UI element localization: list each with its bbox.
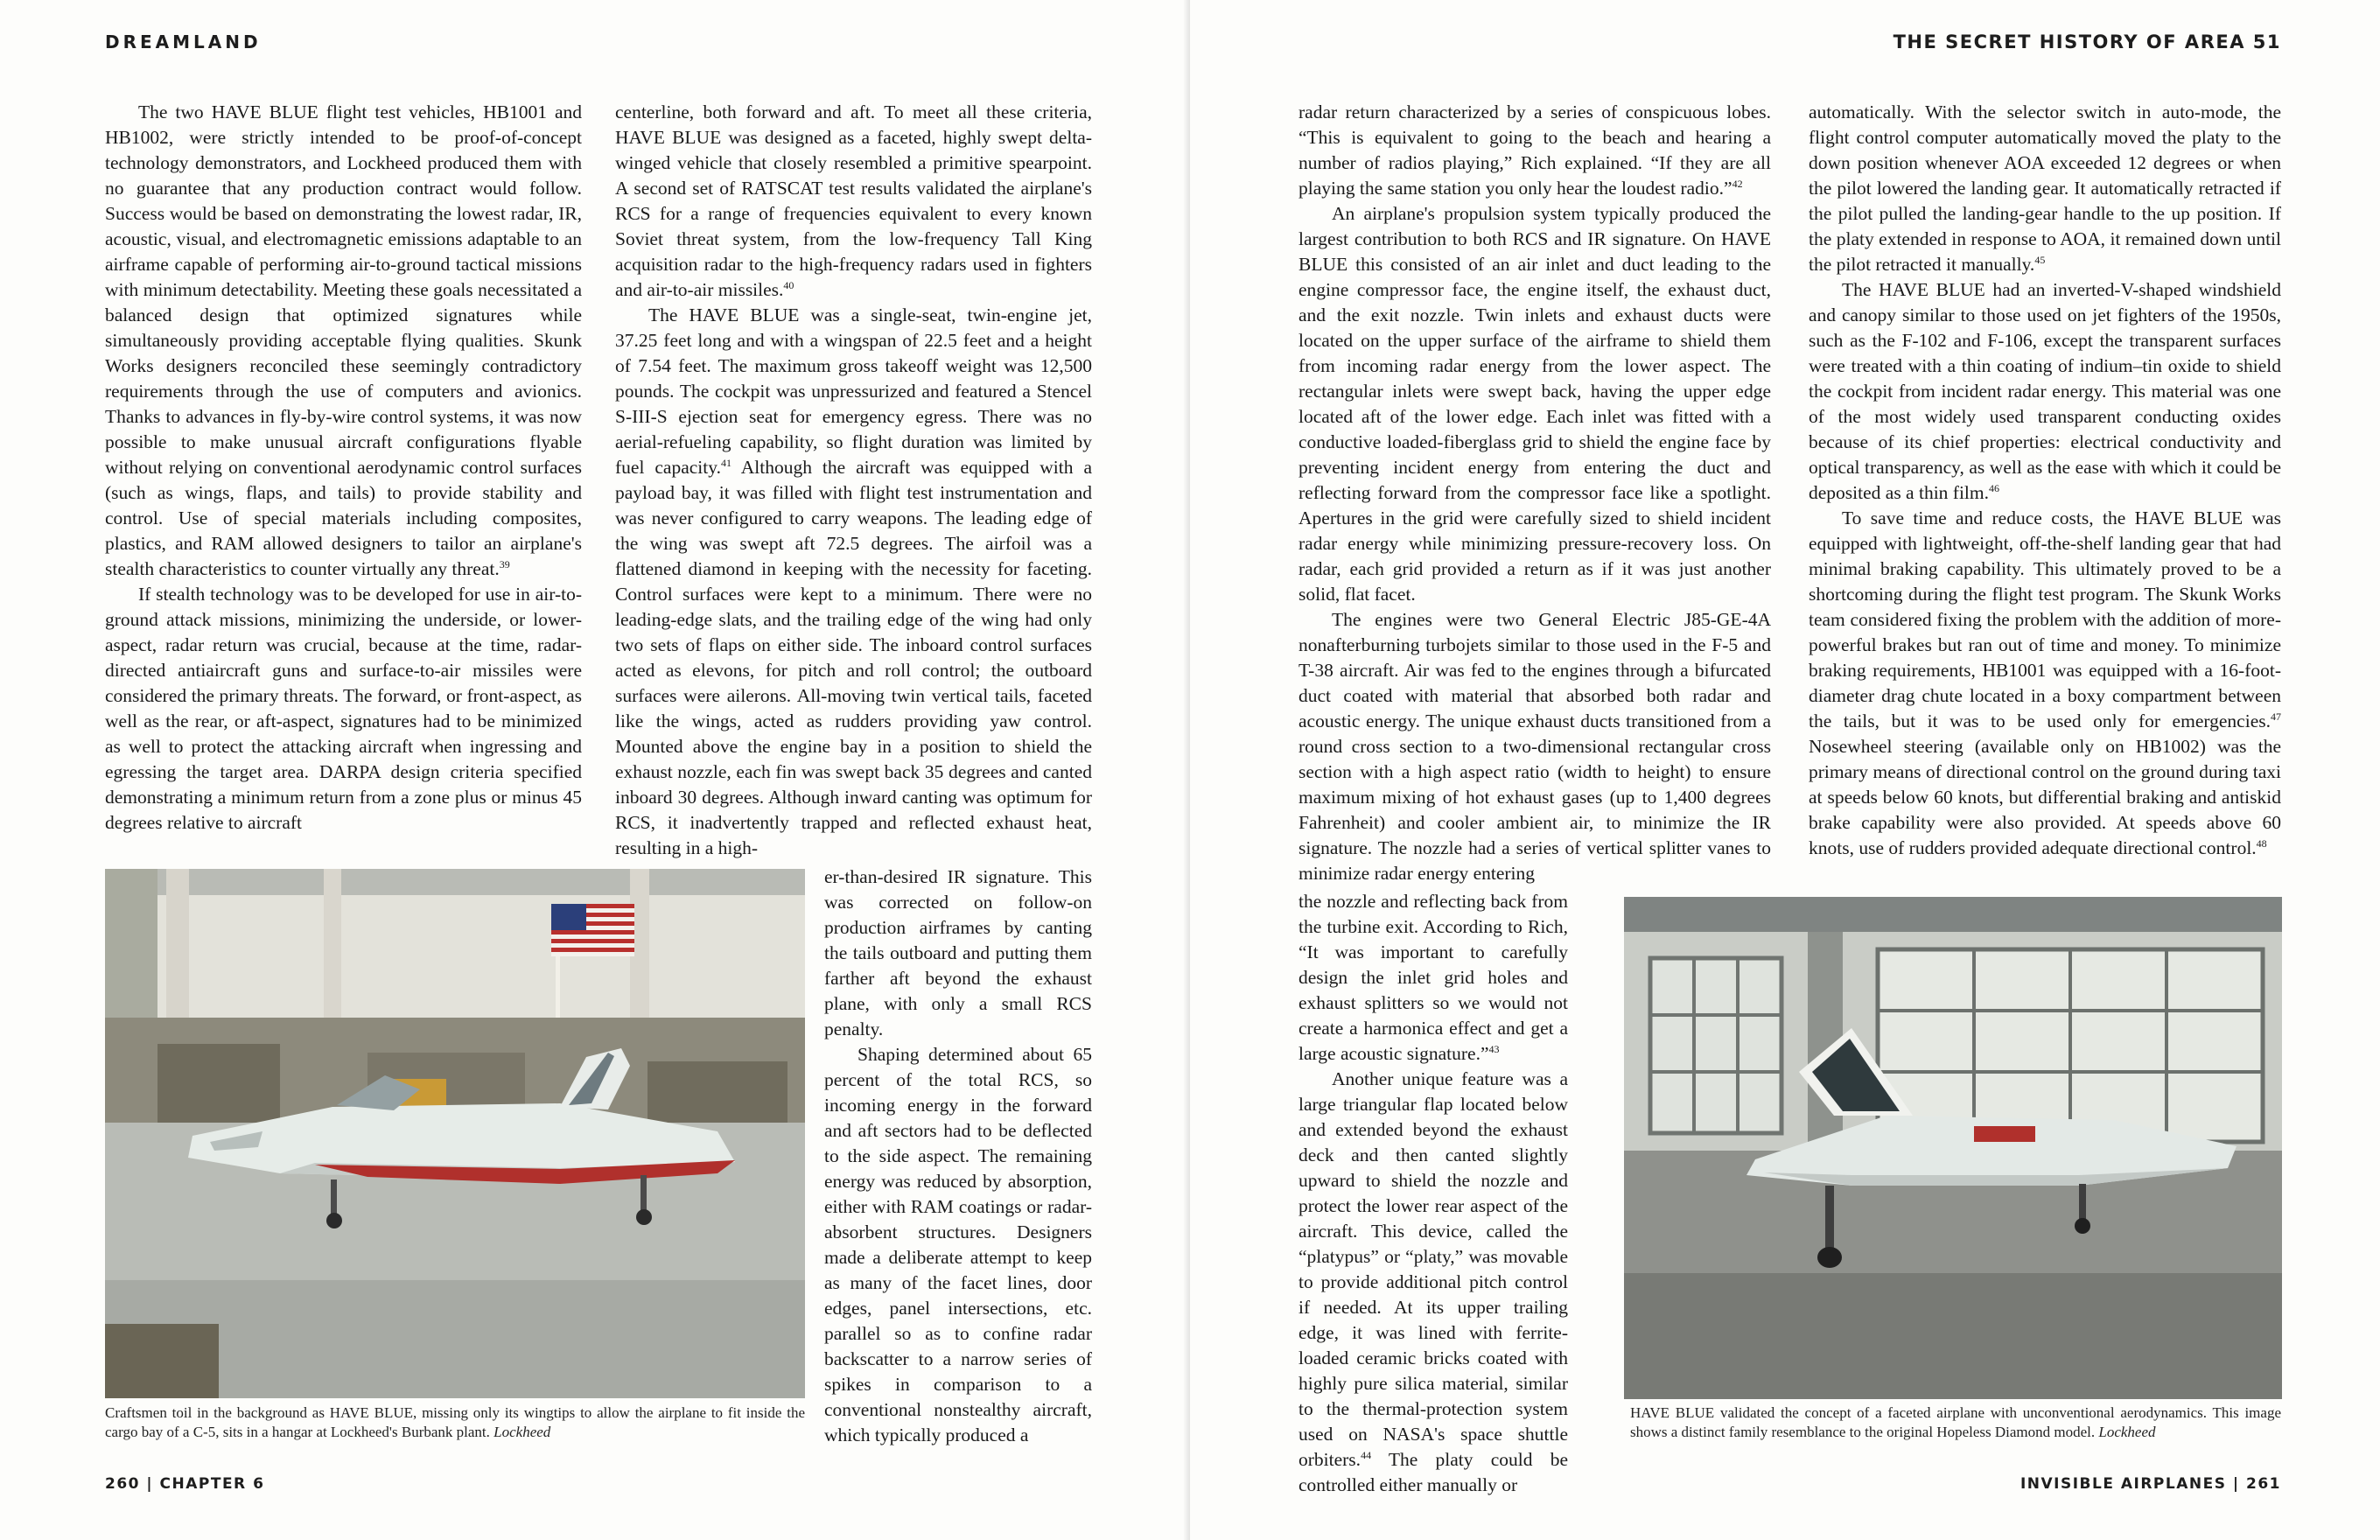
- paragraph: the nozzle and reflecting back from the turbine exit. According to Rich, “It was important to carefully design the inlet grid holes and exhaust splitters so we would not create a harmonica effect and get a large acoustic signature.”$^{43}$: [1298, 891, 1568, 1064]
- footnote-ref: 44: [1361, 1448, 1372, 1461]
- photo-credit: Lockheed: [2098, 1424, 2156, 1440]
- left-column-2-wrap: [824, 864, 1092, 1448]
- hangar-photo-right: [1624, 897, 2282, 1399]
- footnote-ref: 39: [499, 557, 510, 570]
- hangar-photo-left: [105, 869, 805, 1398]
- paragraph: To save time and reduce costs, the HAVE BLUE was equipped with lightweight, off-the-shelf landing gear that had minimal braking capability. This ultimately proved to be a shortcoming during the flight test program. The Skunk Works team considered fixing the problem with the addition of more-powerful brakes but ran out of time and money. To minimize braking requirements, HB1001 was equipped with a 16-foot-diameter drag chute located in a boxy compartment between the tails, but it was to be used only for emergencies.$^{47}$ Nosewheel steering (available only on HB1002) was the primary means of directional control on the ground during taxi at speeds below 60 knots, but differential braking and antiskid brake capability were also provided. At speeds above 60 knots, use of rudders provided adequate directional control.$^{48}$: [1809, 508, 2281, 858]
- running-head-right: THE SECRET HISTORY OF AREA 51: [1893, 32, 2281, 52]
- paragraph: The two HAVE BLUE flight test vehicles, HB1001 and HB1002, were strictly intended to be proof-of-concept technology demonstrators, and Lockheed produced them with no guarantee that any production contract would follow. Success would be based on demonstrating the lowest radar, IR, acoustic, visual, and electromagnetic emissions adaptable to an airframe capable of performing air-to-ground tactical missions with minimum detectability. Meeting these goals necessitated a balanced design that optimized signatures while simultaneously providing acceptable flying qualities. Skunk Works designers reconciled these seemingly contradictory requirements through the use of computers and avionics. Thanks to advances in fly-by-wire control systems, it was now possible to make unusual aircraft configurations flyable without relying on conventional aerodynamic control surfaces (such as wings, flaps, and tails) to provide stability and control. Use of special materials including composites, plastics, and RAM allowed designers to tailor an airplane's stealth characteristics to counter virtually any threat.$^{39}$: [105, 102, 582, 579]
- aircraft-in-hangar-image: [1624, 897, 2282, 1399]
- right-column-1-wrap: [1298, 889, 1568, 1498]
- running-head-left: DREAMLAND: [105, 32, 262, 52]
- flag-icon: [551, 904, 634, 956]
- aircraft-in-hangar-image: [105, 869, 805, 1398]
- footnote-ref: 45: [2034, 253, 2046, 266]
- right-column-1: [1298, 100, 1771, 886]
- paragraph: The HAVE BLUE was a single-seat, twin-engine jet, 37.25 feet long and with a wingspan of 22.5 feet and a height of 7.54 feet. The maximum gross takeoff weight was 12,500 pounds. The cockpit was unpressurized and featured a Stencel S-III-S ejection seat for emergency egress. There was no aerial-refueling capability, so flight duration was limited by fuel capacity.$^{41}$ Although the aircraft was equipped with a payload bay, it was filled with flight test instrumentation and was never configured to carry weapons. The leading edge of the wing was swept aft 72.5 degrees. The airfoil was a flattened diamond in keeping with the necessity for faceting. Control surfaces were kept to a minimum. There were no leading-edge slats, and the trailing edge of the wing had only two sets of flaps on either side. The inboard control surfaces acted as elevons, for pitch and roll control; the outboard surfaces were ailerons. All-moving twin vertical tails, faceted like the wings, acted as rudders providing yaw control. Mounted above the engine bay in a position to shield the exhaust nozzle, each fin was swept back 35 degrees and canted inboard 30 degrees. Although inward canting was optimum for RCS, it inadvertently trapped and reflected exhaust heat, resulting in a high-: [615, 304, 1092, 858]
- paragraph: Another unique feature was a large triangular flap located below and extended beyond the exhaust deck and then canted slightly upward to shield the nozzle and protect the lower rear aspect of the aircraft. This device, called the “platypus” or “platy,” was movable to provide additional pitch control if needed. At its upper trailing edge, it was lined with ferrite-loaded ceramic bricks coated with highly pure silica material, similar to the thermal-protection system used on NASA's space shuttle orbiters.$^{44}$ The platy could be controlled either manually or: [1298, 1068, 1568, 1495]
- paragraph: er-than-desired IR signature. This was corrected on follow-on production airframes by canting the tails outboard and putting them farther aft beyond the exhaust plane, with only a small RCS penalty.: [824, 866, 1092, 1040]
- right-column-2: [1809, 100, 2281, 861]
- paragraph: Shaping determined about 65 percent of the total RCS, so incoming energy in the forward and aft sectors had to be deflected to the side aspect. The remaining energy was reduced by absorption, either with RAM coatings or radar-absorbent structures. Designers made a deliberate attempt to keep as many of the facet lines, door edges, panel intersections, etc. parallel so as to confine radar backscatter to a narrow series of spikes in comparison to a conventional nonstealthy aircraft, which typically produced a: [824, 1044, 1092, 1446]
- left-column-2: [615, 100, 1092, 861]
- folio-right: INVISIBLE AIRPLANES | 261: [2020, 1475, 2281, 1493]
- hangar-windows-icon: [1650, 949, 2263, 1142]
- paragraph: If stealth technology was to be developed for use in air-to-ground attack missions, minimizing the underside, or lower-aspect, radar return was crucial, because at the time, radar-directed antiaircraft guns and surface-to-air missiles were considered the primary threats. The forward, or front-aspect, as well as the rear, or aft-aspect, signatures had to be minimized as well to protect the attacking aircraft when ingressing and egressing the target area. DARPA design criteria specified demonstrating a minimum return from a zone plus or minus 45 degrees relative to aircraft: [105, 584, 582, 833]
- right-page: [1190, 0, 2380, 1540]
- paragraph: automatically. With the selector switch in auto-mode, the flight control computer automatically moved the platy to the down position whenever AOA exceeded 12 degrees or when the pilot lowered the landing gear. It automatically retracted if the pilot pulled the landing-gear handle to the up position. If the platy extended in response to AOA, it remained down until the pilot retracted it manually.$^{45}$: [1809, 102, 2281, 275]
- paragraph: centerline, both forward and aft. To meet all these criteria, HAVE BLUE was designed as a faceted, highly swept delta-winged vehicle that closely resembled a primitive spearpoint. A second set of RATSCAT test results validated the airplane's RCS for a range of frequencies equivalent to every known Soviet threat system, from the low-frequency Tall King acquisition radar to the high-frequency radars used in fighters and air-to-air missiles.$^{40}$: [615, 102, 1092, 300]
- folio-left: 260 | CHAPTER 6: [105, 1475, 265, 1493]
- footnote-ref: 40: [783, 278, 794, 291]
- footnote-ref: 46: [1989, 481, 2000, 494]
- footnote-ref: 47: [2271, 710, 2281, 723]
- footnote-ref: 48: [2256, 836, 2267, 850]
- paragraph: The engines were two General Electric J85-GE-4A nonafterburning turbojets similar to those used in the F-5 and T-38 aircraft. Air was fed to the engines through a bifurcated duct coated with material that absorbed both radar and acoustic energy. The unique exhaust ducts transitioned from a round cross section to a two-dimensional rectangular cross section with a high aspect ratio (width to height) to ensure maximum mixing of hot exhaust gases (up to 1,400 degrees Fahrenheit) and cooler ambient air, to minimize the IR signature. The nozzle had a series of vertical splitter vanes to minimize radar energy entering: [1298, 609, 1771, 884]
- paragraph: An airplane's propulsion system typically produced the largest contribution to both RCS and IR signature. On HAVE BLUE this consisted of an air inlet and duct leading to the engine compressor face, the engine itself, the exhaust duct, and the exit nozzle. Twin inlets and exhaust ducts were located on the upper surface of the airframe to shield them from incoming radar energy from the lower aspect. The rectangular inlets were swept back, having the upper edge located aft of the lower edge. Each inlet was fitted with a conductive loaded-fiberglass grid to shield the engine face by preventing incident energy from entering the duct and reflecting forward from the compressor face like a spotlight. Apertures in the grid were carefully sized to shield incident radar energy while minimizing pressure-recovery loss. On radar, each grid provided a return as if it was just another solid, flat facet.: [1298, 203, 1771, 605]
- paragraph: radar return characterized by a series of conspicuous lobes. “This is equivalent to going to the beach and hearing a number of radios playing,” Rich explained. “If they are all playing the same station you only hear the loudest radio.”$^{42}$: [1298, 102, 1771, 199]
- paragraph: The HAVE BLUE had an inverted-V-shaped windshield and canopy similar to those used on jet fighters of the 1950s, such as the F-102 and F-106, except the transparent surfaces were treated with a thin coating of indium–tin oxide to shield the cockpit from incident radar energy. This material was one of the most widely used transparent conducting oxides because of its chief properties: electrical conductivity and optical transparency, as well as the ease with which it could be deposited as a thin film.$^{46}$: [1809, 279, 2281, 503]
- footnote-ref: 41: [720, 456, 732, 469]
- photo-credit: Lockheed: [494, 1424, 551, 1440]
- left-column-1: [105, 100, 582, 836]
- footnote-ref: 42: [1732, 177, 1743, 190]
- photo-caption-right: HAVE BLUE validated the concept of a faceted airplane with unconventional aerodynamics. This image shows a distinct family resemblance to the original Hopeless Diamond model. Lockheed: [1630, 1404, 2281, 1440]
- photo-caption-left: Craftsmen toil in the background as HAVE BLUE, missing only its wingtips to allow the airplane to fit inside the cargo bay of a C-5, sits in a hangar at Lockheed's Burbank plant. Lockheed: [105, 1404, 805, 1440]
- footnote-ref: 43: [1488, 1042, 1500, 1055]
